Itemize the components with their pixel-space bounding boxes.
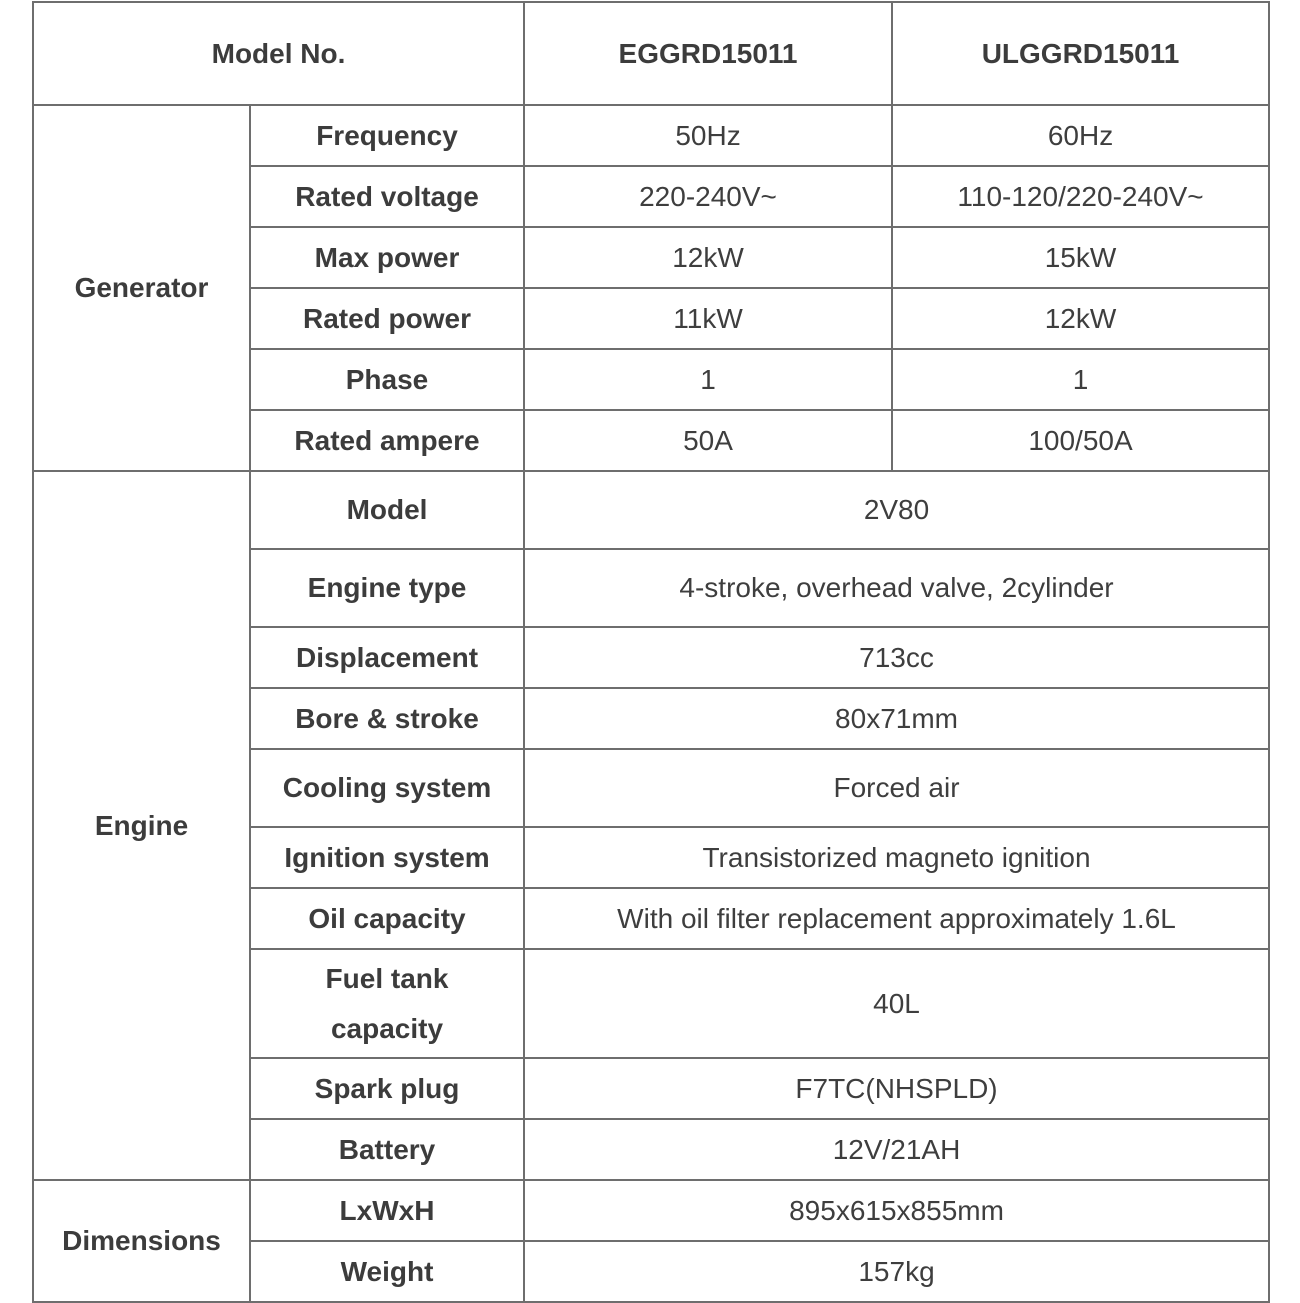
row-value: 12kW — [524, 227, 892, 288]
row-value: 100/50A — [892, 410, 1269, 471]
row-label: Oil capacity — [250, 888, 524, 949]
row-label: Spark plug — [250, 1058, 524, 1119]
row-label: Phase — [250, 349, 524, 410]
row-label: Weight — [250, 1241, 524, 1302]
row-value: 220-240V~ — [524, 166, 892, 227]
row-label: Cooling system — [250, 749, 524, 827]
row-value: Forced air — [524, 749, 1269, 827]
model-no-header: Model No. — [33, 2, 524, 105]
row-value: 12kW — [892, 288, 1269, 349]
group-dimensions: Dimensions — [33, 1180, 250, 1302]
model-header-1: EGGRD15011 — [524, 2, 892, 105]
row-value: 60Hz — [892, 105, 1269, 166]
row-label: LxWxH — [250, 1180, 524, 1241]
group-engine: Engine — [33, 471, 250, 1180]
table-row — [33, 1180, 1269, 1241]
row-value: 1 — [892, 349, 1269, 410]
table-row — [33, 105, 1269, 166]
row-value: F7TC(NHSPLD) — [524, 1058, 1269, 1119]
row-label: Bore & stroke — [250, 688, 524, 749]
row-value: 2V80 — [524, 471, 1269, 549]
row-label: Model — [250, 471, 524, 549]
row-value: 15kW — [892, 227, 1269, 288]
row-value: With oil filter replacement approximately 1.6L — [524, 888, 1269, 949]
row-value: 4-stroke, overhead valve, 2cylinder — [524, 549, 1269, 627]
row-label: Displacement — [250, 627, 524, 688]
row-value: 50A — [524, 410, 892, 471]
table-row — [33, 471, 1269, 549]
row-label-line: capacity — [330, 1012, 444, 1044]
row-value: 1 — [524, 349, 892, 410]
row-value: 895x615x855mm — [524, 1180, 1269, 1241]
row-label: Max power — [250, 227, 524, 288]
header-row — [33, 2, 1269, 105]
row-value: 50Hz — [524, 105, 892, 166]
row-value: 110-120/220-240V~ — [892, 166, 1269, 227]
row-label: Ignition system — [250, 827, 524, 888]
row-value: 157kg — [524, 1241, 1269, 1302]
row-value: Transistorized magneto ignition — [524, 827, 1269, 888]
row-value: 713cc — [524, 627, 1269, 688]
group-generator: Generator — [33, 105, 250, 471]
row-label: Rated power — [250, 288, 524, 349]
row-value: 11kW — [524, 288, 892, 349]
row-label: Battery — [250, 1119, 524, 1180]
spec-table — [32, 1, 1270, 1303]
row-label: Rated voltage — [250, 166, 524, 227]
row-label — [250, 949, 524, 1058]
row-label-line: Fuel tank — [325, 962, 449, 994]
row-value: 12V/21AH — [524, 1119, 1269, 1180]
row-value: 80x71mm — [524, 688, 1269, 749]
row-label: Engine type — [250, 549, 524, 627]
row-label: Rated ampere — [250, 410, 524, 471]
row-value: 40L — [524, 949, 1269, 1058]
model-header-2: ULGGRD15011 — [892, 2, 1269, 105]
row-label: Frequency — [250, 105, 524, 166]
